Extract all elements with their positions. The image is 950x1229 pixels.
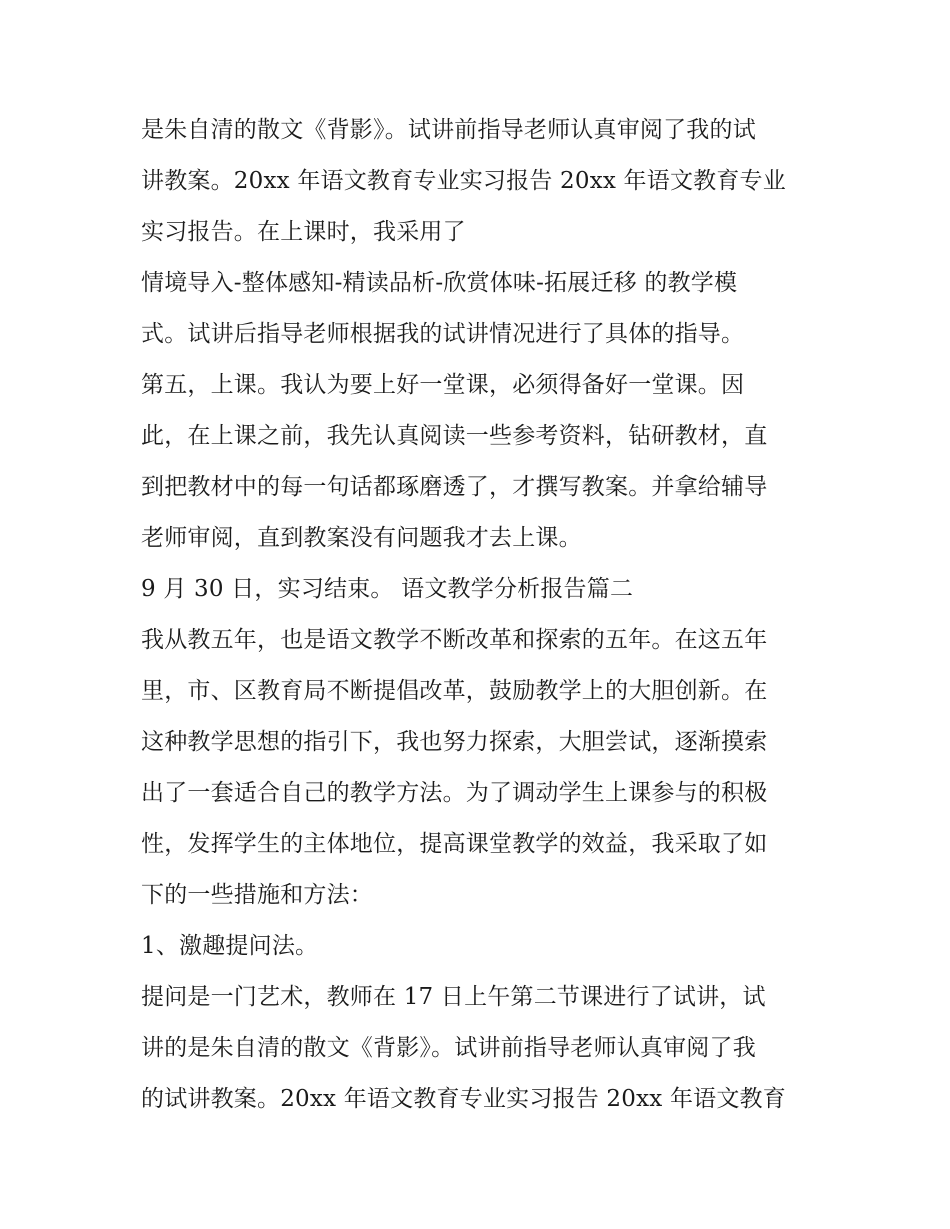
text-line: 这种教学思想的指引下，我也努力探索，大胆尝试，逐渐摸索 (141, 729, 768, 755)
text-line: 此，在上课之前，我先认真阅读一些参考资料，钻研教材，直 (141, 423, 768, 449)
text-line: 到把教材中的每一句话都琢磨透了，才撰写教案。并拿给辅导 (141, 474, 768, 500)
text-line: 的试讲教案。20xx 年语文教育专业实习报告 20xx 年语文教育 (141, 1086, 786, 1112)
text-line: 下的一些措施和方法： (141, 882, 373, 908)
text-line: 第五，上课。我认为要上好一堂课，必须得备好一堂课。因 (141, 372, 745, 398)
text-line: 情境导入-整体感知-精读品析-欣赏体味-拓展迁移 的教学模 (141, 270, 738, 296)
text-line: 讲的是朱自清的散文《背影》。试讲前指导老师认真审阅了我 (141, 1035, 756, 1061)
text-line: 我从教五年，也是语文教学不断改革和探索的五年。在这五年 (141, 627, 768, 653)
text-line: 是朱自清的散文《背影》。试讲前指导老师认真审阅了我的试 (141, 117, 756, 143)
text-line: 提问是一门艺术，教师在 17 日上午第二节课进行了试讲，试 (141, 984, 766, 1010)
text-line: 讲教案。20xx 年语文教育专业实习报告 20xx 年语文教育专业 (141, 168, 786, 194)
text-line: 性，发挥学生的主体地位，提高课堂教学的效益，我采取了如 (141, 831, 768, 857)
text-line: 实习报告。在上课时，我采用了 (141, 219, 466, 245)
text-line: 出了一套适合自己的教学方法。为了调动学生上课参与的积极 (141, 780, 768, 806)
list-item-heading: 1、激趣提问法。 (141, 933, 319, 959)
body-text (141, 105, 831, 1125)
text-line: 里，市、区教育局不断提倡改革，鼓励教学上的大胆创新。在 (141, 678, 768, 704)
text-line: 式。试讲后指导老师根据我的试讲情况进行了具体的指导。 (141, 321, 745, 347)
section-heading-line: 9 月 30 日，实习结束。 语文教学分析报告篇二 (141, 576, 634, 602)
text-line: 老师审阅，直到教案没有问题我才去上课。 (141, 525, 582, 551)
